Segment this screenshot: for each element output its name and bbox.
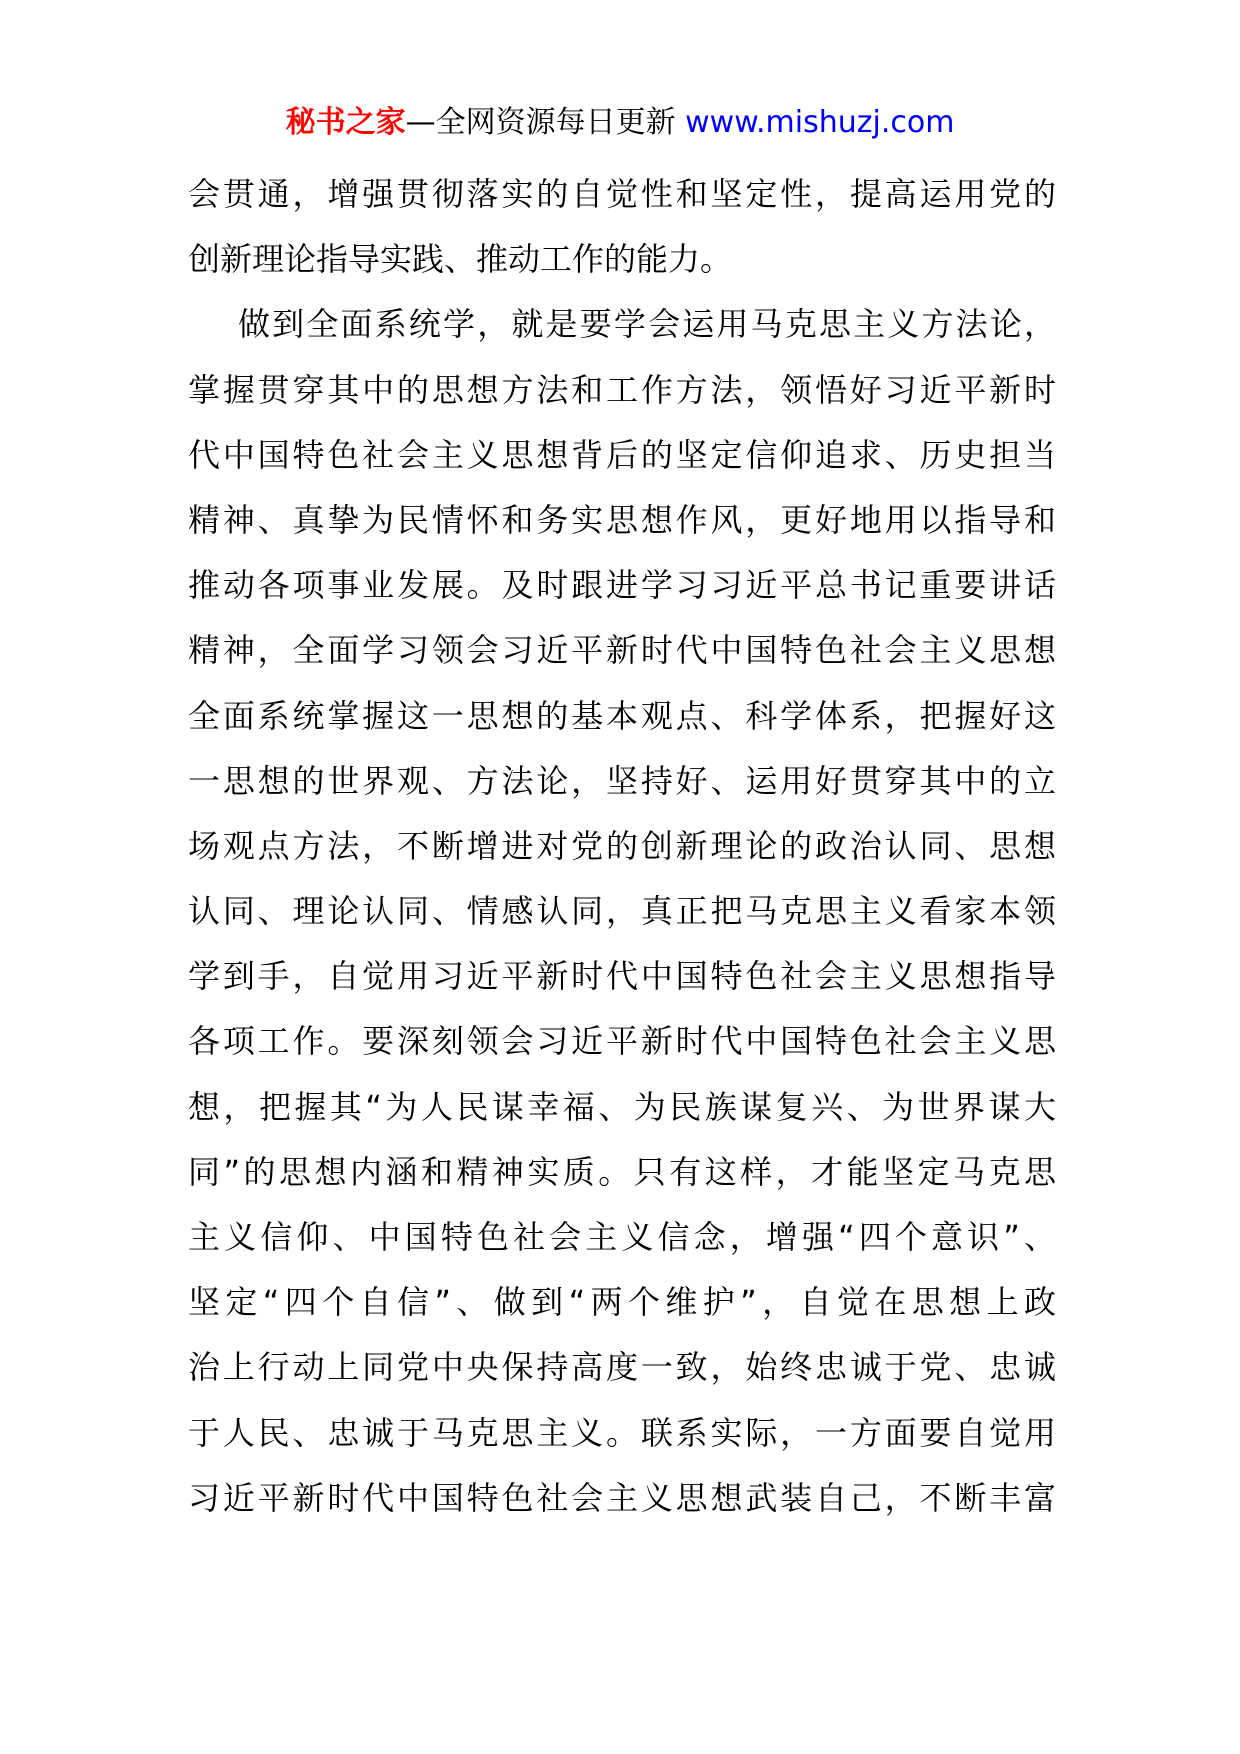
site-url-link[interactable]: www.mishuzj.com — [685, 105, 955, 140]
text-line: 一思想的世界观、方法论，坚持好、运用好贯穿其中的立 — [188, 761, 1056, 800]
text-line: 场观点方法，不断增进对党的创新理论的政治认同、思想 — [188, 826, 1056, 865]
text-line: 认同、理论认同、情感认同，真正把马克思主义看家本领 — [188, 892, 1056, 931]
text-line: 精神、真挚为民情怀和务实思想作风，更好地用以指导和 — [188, 500, 1056, 539]
text-line: 坚定“四个自信”、做到“两个维护”，自觉在思想上政 — [188, 1283, 1056, 1322]
text-line: 推动各项事业发展。及时跟进学习习近平总书记重要讲话 — [188, 566, 1056, 605]
page-header — [0, 100, 1240, 146]
text-line: 主义信仰、中国特色社会主义信念，增强“四个意识”、 — [188, 1218, 1056, 1256]
text-line: 于人民、忠诚于马克思主义。联系实际，一方面要自觉用 — [188, 1413, 1056, 1452]
text-line: 习近平新时代中国特色社会主义思想武装自己，不断丰富 — [188, 1478, 1056, 1517]
header-tagline: —全网资源每日更新 — [405, 105, 676, 140]
text-line: 创新理论指导实践、推动工作的能力。 — [188, 240, 733, 279]
text-line: 各项工作。要深刻领会习近平新时代中国特色社会主义思 — [188, 1022, 1056, 1061]
text-line: 会贯通，增强贯彻落实的自觉性和坚定性，提高运用党的 — [188, 175, 1056, 213]
text-line: 精神，全面学习领会习近平新时代中国特色社会主义思想 — [188, 631, 1056, 670]
document-body — [188, 162, 1056, 1531]
text-line: 代中国特色社会主义思想背后的坚定信仰追求、历史担当 — [188, 435, 1056, 474]
text-line: 治上行动上同党中央保持高度一致，始终忠诚于党、忠诚 — [188, 1348, 1056, 1387]
brand-name: 秘书之家 — [285, 105, 406, 140]
text-line: 想，把握其“为人民谋幸福、为民族谋复兴、为世界谋大 — [188, 1087, 1056, 1126]
text-line: 掌握贯穿其中的思想方法和工作方法，领悟好习近平新时 — [188, 370, 1056, 409]
text-line: 全面系统掌握这一思想的基本观点、科学体系，把握好这 — [188, 696, 1056, 735]
text-line: 学到手，自觉用习近平新时代中国特色社会主义思想指导 — [188, 957, 1056, 996]
text-line: 同”的思想内涵和精神实质。只有这样，才能坚定马克思 — [188, 1152, 1056, 1191]
paragraph-first-line: 做到全面系统学，就是要学会运用马克思主义方法论， — [238, 305, 1056, 344]
